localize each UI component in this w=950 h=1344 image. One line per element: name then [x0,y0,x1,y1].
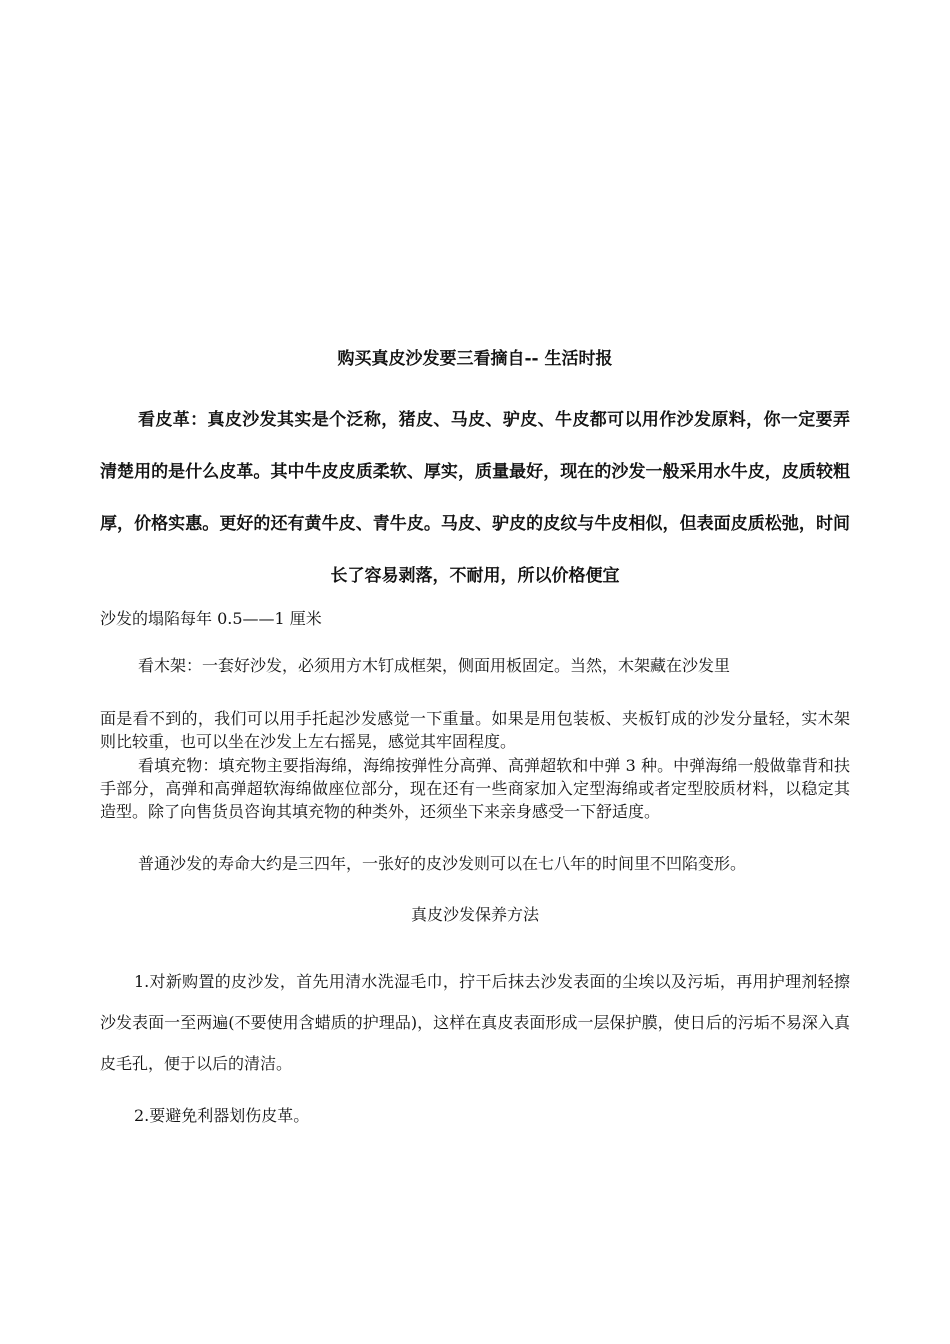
care-item: 2.要避免利器划伤皮革。 [134,1106,310,1125]
leather-paragraph: 看皮革：真皮沙发其实是个泛称，猪皮、马皮、驴皮、牛皮都可以用作沙发原料，你一定要弄清楚用的是什么皮革。其中牛皮皮质柔软、厚实，质量最好，现在的沙发一般采用水牛皮，皮质较粗厚，价格实惠。更好的还有黄牛皮、青牛皮。马皮、驴皮的皮纹与牛皮相似，但表面皮质松弛，时间长了容易剥落，不耐用，所以价格便宜 [100,410,850,586]
sag-note: 沙发的塌陷每年 0.5——1 厘米 [100,609,322,628]
care-heading: 真皮沙发保养方法 [410,905,539,924]
care-item: 1.对新购置的皮沙发，首先用清水洗湿毛巾，拧干后抹去沙发表面的尘埃以及污垢，再用护理剂轻擦沙发表面一至两遍(不要使用含蜡质的护理品)，这样在真皮表面形成一层保护膜，使日后的污垢不易深入真皮毛孔，便于以后的清洁。 [100,972,850,1073]
lifespan-paragraph: 普通沙发的寿命大约是三四年，一张好的皮沙发则可以在七八年的时间里不凹陷变形。 [138,854,747,873]
filling-paragraph: 看填充物：填充物主要指海绵，海绵按弹性分高弹、高弹超软和中弹 3 种。中弹海绵一般做靠背和扶手部分，高弹和高弹超软海绵做座位部分，现在还有一些商家加入定型海绵或者定型胶质材料，以稳定其造型。除了向售货员咨询其填充物的种类外，还须坐下来亲身感受一下舒适度。 [100,756,850,821]
frame-paragraph-intro: 看木架：一套好沙发，必须用方木钉成框架，侧面用板固定。当然，木架藏在沙发里 [138,656,731,675]
document-title: 购买真皮沙发要三看摘自-- 生活时报 [337,349,613,369]
frame-paragraph-rest: 面是看不到的，我们可以用手托起沙发感觉一下重量。如果是用包装板、夹板钉成的沙发分量轻，实木架则比较重，也可以坐在沙发上左右摇晃，感觉其牢固程度。 [100,709,850,751]
